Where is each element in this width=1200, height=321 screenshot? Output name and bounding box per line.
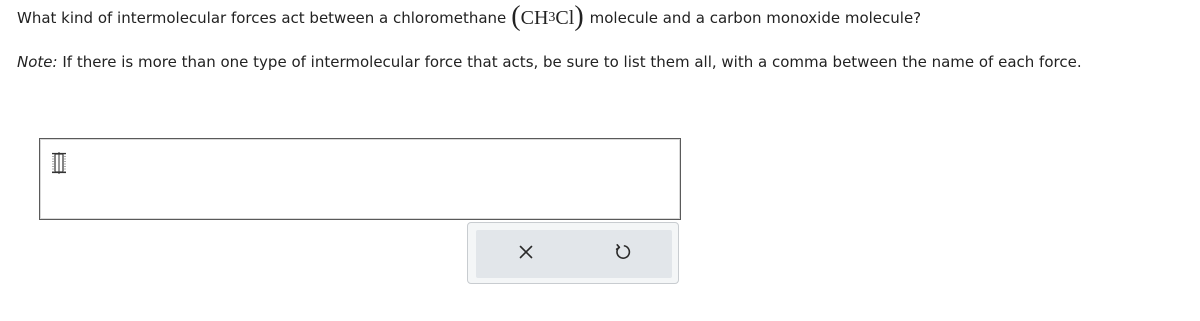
formula-cl: Cl <box>555 6 575 29</box>
question-text <box>17 1 922 32</box>
question-after: molecule and a carbon monoxide molecule? <box>589 9 922 27</box>
formula-open-paren: ( <box>511 1 521 32</box>
clear-button[interactable] <box>512 240 540 268</box>
answer-controls <box>467 222 679 284</box>
question-before: What kind of intermolecular forces act between a chloromethane <box>17 9 507 27</box>
formula-close-paren: ) <box>574 1 584 32</box>
formula-ch: CH <box>520 6 549 29</box>
controls-bar <box>476 230 672 278</box>
note-label: Note: <box>17 53 58 71</box>
chemical-formula: ( CH 3 Cl ) <box>511 1 584 32</box>
undo-button[interactable] <box>609 240 637 268</box>
answer-input[interactable] <box>39 138 681 220</box>
note-body: If there is more than one type of intermolecular force that acts, be sure to list them all, with a comma between the name of each force. <box>62 53 1082 71</box>
undo-icon <box>614 243 632 265</box>
text-cursor-icon <box>51 151 67 175</box>
close-icon <box>518 244 534 264</box>
note-text <box>17 53 1082 71</box>
